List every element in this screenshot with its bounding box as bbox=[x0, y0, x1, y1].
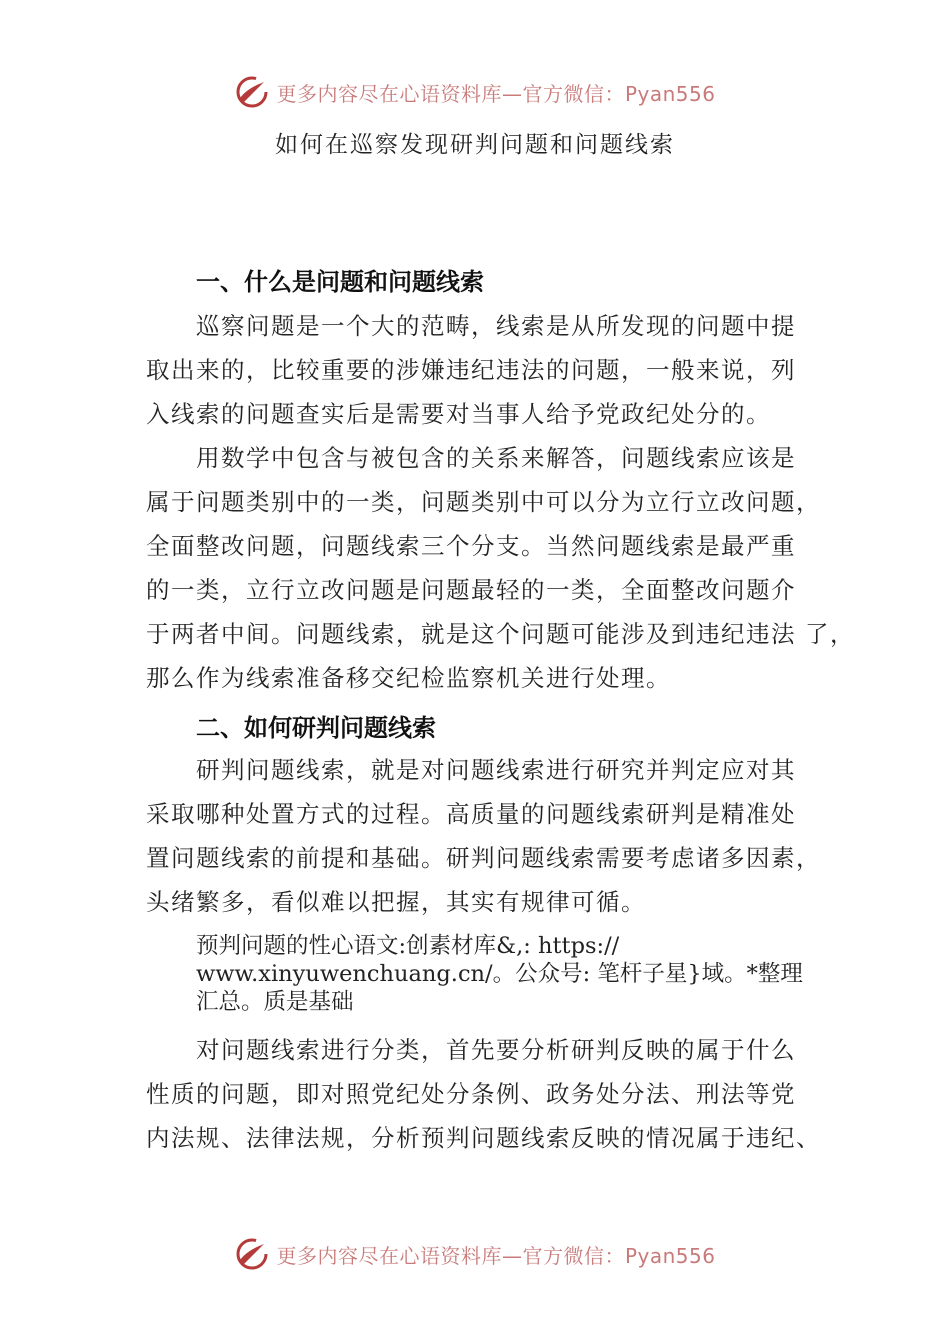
text-line: 的一类，立行立改问题是问题最轻的一类，全面整改问题介 bbox=[146, 576, 796, 604]
text-line: 置问题线索的前提和基础。研判问题线索需要考虑诸多因素， bbox=[146, 844, 821, 872]
brush-circle-logo-icon bbox=[234, 74, 270, 110]
note-line: www.xinyuwenchuang.cn/。公众号: 笔杆子星}域。*整理 bbox=[196, 961, 803, 987]
note-line: 汇总。质是基础 bbox=[196, 989, 354, 1015]
footer-banner bbox=[0, 1234, 950, 1274]
brush-circle-logo-icon bbox=[234, 1236, 270, 1272]
text-line: 于两者中间。问题线索，就是这个问题可能涉及到违纪违法 了， bbox=[146, 620, 855, 648]
text-line: 头绪繁多，看似难以把握，其实有规律可循。 bbox=[146, 888, 646, 916]
watermark-note bbox=[196, 932, 856, 1016]
text-line: 用数学中包含与被包含的关系来解答，问题线索应该是 bbox=[196, 444, 796, 472]
note-line: 预判问题的性心语文:创素材库&,: https:// bbox=[196, 933, 620, 959]
text-line: 性质的问题，即对照党纪处分条例、政务处分法、刑法等党 bbox=[146, 1080, 796, 1108]
document-title: 如何在巡察发现研判问题和问题线索 bbox=[275, 132, 675, 158]
text-line: 取出来的，比较重要的涉嫌违纪违法的问题，一般来说，列 bbox=[146, 356, 796, 384]
section-heading-2: 二、如何研判问题线索 bbox=[196, 714, 436, 742]
header-banner bbox=[0, 72, 950, 112]
text-line: 对问题线索进行分类，首先要分析研判反映的属于什么 bbox=[196, 1036, 796, 1064]
banner-text: 更多内容尽在心语资料库—官方微信：Pyan556 bbox=[276, 81, 716, 106]
text-line: 采取哪种处置方式的过程。高质量的问题线索研判是精准处 bbox=[146, 800, 796, 828]
text-line: 巡察问题是一个大的范畴，线索是从所发现的问题中提 bbox=[196, 312, 796, 340]
paragraph-4 bbox=[146, 1028, 846, 1160]
text-line: 属于问题类别中的一类，问题类别中可以分为立行立改问题， bbox=[146, 488, 821, 516]
text-line: 研判问题线索，就是对问题线索进行研究并判定应对其 bbox=[196, 756, 796, 784]
paragraph-2 bbox=[146, 436, 855, 700]
text-line: 那么作为线索准备移交纪检监察机关进行处理。 bbox=[146, 664, 671, 692]
paragraph-3 bbox=[146, 748, 846, 924]
text-line: 全面整改问题，问题线索三个分支。当然问题线索是最严重 bbox=[146, 532, 796, 560]
banner-text: 更多内容尽在心语资料库—官方微信：Pyan556 bbox=[276, 1243, 716, 1268]
text-line: 入线索的问题查实后是需要对当事人给予党政纪处分的。 bbox=[146, 400, 771, 428]
section-heading-1: 一、什么是问题和问题线索 bbox=[196, 268, 484, 296]
paragraph-1 bbox=[146, 304, 846, 436]
text-line: 内法规、法律法规，分析预判问题线索反映的情况属于违纪、 bbox=[146, 1124, 821, 1152]
